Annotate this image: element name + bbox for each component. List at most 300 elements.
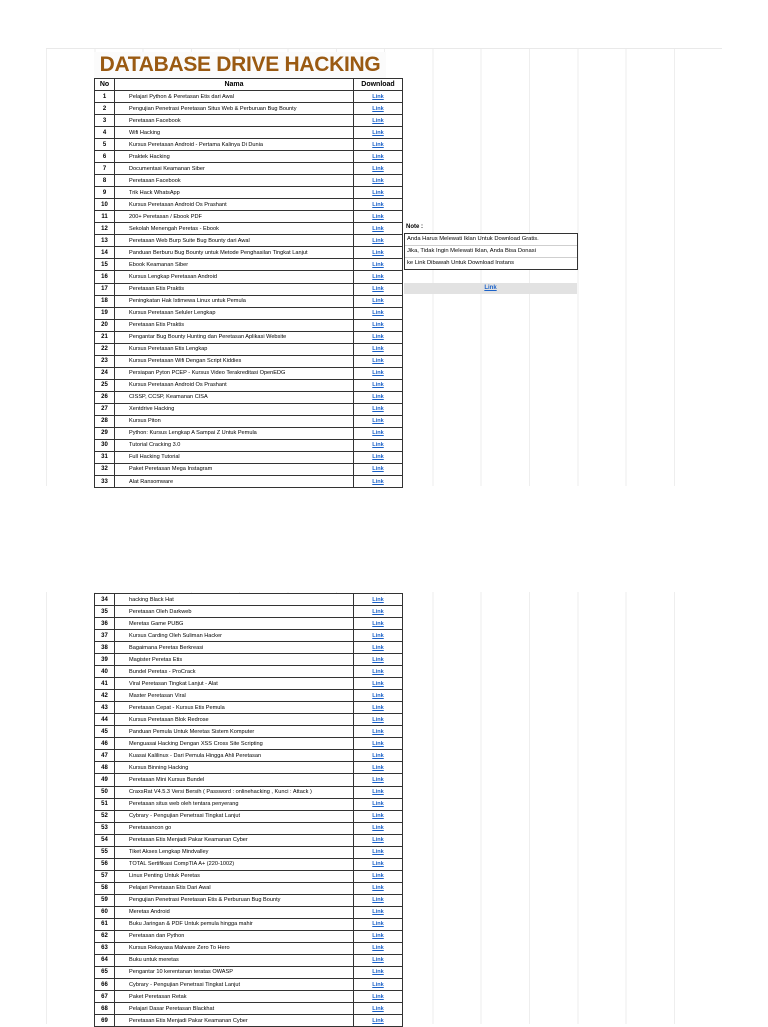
download-cell <box>354 355 403 367</box>
download-link[interactable]: Link <box>372 957 384 964</box>
download-cell <box>354 774 403 786</box>
download-cell <box>354 954 403 966</box>
download-link[interactable]: Link <box>372 981 384 988</box>
table-row <box>95 894 403 906</box>
row-number: 37 <box>95 630 115 642</box>
download-link[interactable]: Link <box>372 740 384 747</box>
table-row <box>95 199 403 211</box>
download-link[interactable]: Link <box>372 93 384 100</box>
table-row <box>95 870 403 882</box>
row-number: 5 <box>95 139 115 151</box>
download-link[interactable]: Link <box>372 177 384 184</box>
table-row <box>95 127 403 139</box>
note-line: Jika, Tidak Ingin Melewati Iklan, Anda Bisa Donasi <box>405 246 577 258</box>
row-number: 19 <box>95 307 115 319</box>
course-table-page-1 <box>94 78 403 488</box>
download-link[interactable]: Link <box>372 813 384 820</box>
course-name: Peretasan Web Burp Suite Bug Bounty dari Awal <box>115 235 354 247</box>
row-number: 33 <box>95 476 115 488</box>
course-name: Menguasai Hacking Dengan XSS Cross Site Scripting <box>115 738 354 750</box>
course-name: Kursus Peretasan Etis Lengkap <box>115 343 354 355</box>
course-name: Peretasancon go <box>115 822 354 834</box>
row-number: 23 <box>95 355 115 367</box>
download-link[interactable]: Link <box>372 249 384 256</box>
course-name: Pengantar Bug Bounty Hunting dan Peretasan Aplikasi Website <box>115 331 354 343</box>
row-number: 50 <box>95 786 115 798</box>
table-row <box>95 403 403 415</box>
row-number: 13 <box>95 235 115 247</box>
course-name: Meretas Game PUBG <box>115 618 354 630</box>
download-link[interactable]: Link <box>372 632 384 639</box>
download-link[interactable]: Link <box>372 933 384 940</box>
download-link[interactable]: Link <box>372 801 384 808</box>
download-link[interactable]: Link <box>372 394 384 401</box>
course-name: Ebook Keamanan Siber <box>115 259 354 271</box>
download-cell <box>354 894 403 906</box>
row-number: 51 <box>95 798 115 810</box>
course-name: Master Peretasan Viral <box>115 690 354 702</box>
download-link[interactable]: Link <box>372 213 384 220</box>
course-name: Pengujian Penetrasi Peretasan Situs Web & Perburuan Bug Bounty <box>115 103 354 115</box>
download-link[interactable]: Link <box>372 849 384 856</box>
course-name: Pengantar 10 kerentanan teratas OWASP <box>115 966 354 978</box>
table-row <box>95 151 403 163</box>
table-row <box>95 810 403 822</box>
row-number: 52 <box>95 810 115 822</box>
download-cell <box>354 666 403 678</box>
course-name: Kursus Rekayasa Malware Zero To Hero <box>115 942 354 954</box>
table-row <box>95 115 403 127</box>
row-number: 67 <box>95 991 115 1003</box>
course-name: Trik Hack WhatsApp <box>115 187 354 199</box>
download-link[interactable]: Link <box>372 442 384 449</box>
row-number: 2 <box>95 103 115 115</box>
table-row <box>95 798 403 810</box>
table-row <box>95 463 403 475</box>
download-cell <box>354 930 403 942</box>
course-name: Peretasan Facebook <box>115 175 354 187</box>
download-cell <box>354 702 403 714</box>
download-link[interactable]: Link <box>372 370 384 377</box>
download-link[interactable]: Link <box>372 728 384 735</box>
table-row <box>95 259 403 271</box>
download-cell <box>354 618 403 630</box>
download-cell <box>354 858 403 870</box>
row-number: 60 <box>95 906 115 918</box>
table-row <box>95 415 403 427</box>
table-row <box>95 966 403 978</box>
table-row <box>95 163 403 175</box>
course-name: Peningkatan Hak Istimewa Linux untuk Pemula <box>115 295 354 307</box>
table-row <box>95 439 403 451</box>
course-name: hacking Black Hat <box>115 594 354 606</box>
download-link[interactable]: Link <box>372 909 384 916</box>
download-link[interactable]: Link <box>372 466 384 473</box>
course-name: Tiket Akses Lengkap Mindvalley <box>115 846 354 858</box>
download-cell <box>354 463 403 475</box>
row-number: 57 <box>95 870 115 882</box>
table-row <box>95 918 403 930</box>
row-number: 16 <box>95 271 115 283</box>
row-number: 15 <box>95 259 115 271</box>
row-number: 40 <box>95 666 115 678</box>
course-name: Praktek Hacking <box>115 151 354 163</box>
row-number: 69 <box>95 1015 115 1027</box>
download-link[interactable]: Link <box>372 716 384 723</box>
download-link[interactable]: Link <box>372 201 384 208</box>
download-link[interactable]: Link <box>372 261 384 268</box>
table-row <box>95 906 403 918</box>
download-cell <box>354 786 403 798</box>
course-name: Bundel Peretas - ProCrack <box>115 666 354 678</box>
table-row <box>95 618 403 630</box>
table-row <box>95 235 403 247</box>
course-name: Pelajari Python & Peretasan Etis dari Awal <box>115 91 354 103</box>
download-cell <box>354 678 403 690</box>
download-link[interactable]: Link <box>372 346 384 353</box>
download-cell <box>354 918 403 930</box>
table-row <box>95 343 403 355</box>
download-cell <box>354 163 403 175</box>
course-name: Peretasan Oleh Darkweb <box>115 606 354 618</box>
table-row <box>95 666 403 678</box>
row-number: 35 <box>95 606 115 618</box>
row-number: 1 <box>95 91 115 103</box>
download-cell <box>354 630 403 642</box>
download-cell <box>354 606 403 618</box>
row-number: 41 <box>95 678 115 690</box>
row-number: 47 <box>95 750 115 762</box>
course-name: Panduan Berburu Bug Bounty untuk Metode Penghasilan Tingkat Lanjut <box>115 247 354 259</box>
download-link[interactable]: Link <box>372 945 384 952</box>
download-link[interactable]: Link <box>372 776 384 783</box>
download-link[interactable]: Link <box>372 322 384 329</box>
row-number: 32 <box>95 463 115 475</box>
course-name: CraxsRat V4.5.3 Versi Bersih ( Password : onlinehacking , Kunci : Attack ) <box>115 786 354 798</box>
download-link[interactable]: Link <box>372 141 384 148</box>
course-name: Pelajari Dasar Peretasan Blackhat <box>115 1003 354 1015</box>
download-cell <box>354 187 403 199</box>
download-cell <box>354 331 403 343</box>
table-row <box>95 882 403 894</box>
course-name: Linux Penting Untuk Peretas <box>115 870 354 882</box>
download-link[interactable]: Link <box>372 430 384 437</box>
course-name: TOTAL Sertifikasi CompTIA A+ (220-1002) <box>115 858 354 870</box>
table-row <box>95 295 403 307</box>
download-cell <box>354 139 403 151</box>
download-cell <box>354 846 403 858</box>
course-name: Meretas Android <box>115 906 354 918</box>
note-line: ke Link Dibawah Untuk Download Instans <box>407 260 514 266</box>
download-link[interactable]: Link <box>372 273 384 280</box>
table-row <box>95 103 403 115</box>
row-number: 29 <box>95 427 115 439</box>
download-cell <box>354 295 403 307</box>
course-name: Magister Peretas Etis <box>115 654 354 666</box>
table-row <box>95 331 403 343</box>
course-name: Pelajari Peretasan Etis Dari Awal <box>115 882 354 894</box>
row-number: 66 <box>95 979 115 991</box>
download-cell <box>354 271 403 283</box>
download-cell <box>354 810 403 822</box>
download-link[interactable]: Link <box>372 454 384 461</box>
course-name: Buku Jaringan & PDF Untuk pemula hingga mahir <box>115 918 354 930</box>
row-number: 12 <box>95 223 115 235</box>
download-cell <box>354 1003 403 1015</box>
table-row <box>95 391 403 403</box>
row-number: 42 <box>95 690 115 702</box>
table-row <box>95 942 403 954</box>
download-link[interactable]: Link <box>372 310 384 317</box>
row-number: 11 <box>95 211 115 223</box>
download-link[interactable]: Link <box>372 286 384 293</box>
download-cell <box>354 223 403 235</box>
course-table-page-2 <box>94 593 403 1027</box>
download-link[interactable]: Link <box>372 418 384 425</box>
course-name: Kursus Peretasan Android Os Prashant <box>115 199 354 211</box>
page-gap <box>46 486 722 592</box>
download-link[interactable]: Link <box>372 225 384 232</box>
row-number: 61 <box>95 918 115 930</box>
download-link[interactable]: Link <box>372 897 384 904</box>
download-link[interactable]: Link <box>372 620 384 627</box>
course-name: CISSP, CCSP, Keamanan CISA <box>115 391 354 403</box>
download-link[interactable]: Link <box>372 861 384 868</box>
download-link[interactable]: Link <box>372 382 384 389</box>
download-link[interactable]: Link <box>372 921 384 928</box>
download-cell <box>354 259 403 271</box>
row-number: 8 <box>95 175 115 187</box>
download-cell <box>354 1015 403 1027</box>
course-name: Buku untuk meretas <box>115 954 354 966</box>
download-cell <box>354 199 403 211</box>
download-link[interactable]: Link <box>372 969 384 976</box>
download-cell <box>354 714 403 726</box>
note-label: Note : <box>406 224 423 230</box>
table-row <box>95 1003 403 1015</box>
row-number: 17 <box>95 283 115 295</box>
download-link[interactable]: Link <box>372 334 384 341</box>
download-link[interactable]: Link <box>372 478 384 485</box>
course-name: Peretasan Cepat - Kursus Etis Pemula <box>115 702 354 714</box>
row-number: 28 <box>95 415 115 427</box>
table-row <box>95 654 403 666</box>
course-name: Kursus Lengkap Peretasan Android <box>115 271 354 283</box>
row-number: 31 <box>95 451 115 463</box>
download-cell <box>354 690 403 702</box>
download-cell <box>354 379 403 391</box>
download-cell <box>354 906 403 918</box>
course-name: Panduan Pemula Untuk Meretas Sistem Komputer <box>115 726 354 738</box>
donation-link[interactable]: Link <box>404 283 577 294</box>
download-link[interactable]: Link <box>372 704 384 711</box>
table-row <box>95 223 403 235</box>
download-link[interactable]: Link <box>372 105 384 112</box>
table-row <box>95 307 403 319</box>
table-row <box>95 175 403 187</box>
course-name: Peretasan dan Python <box>115 930 354 942</box>
table-row <box>95 630 403 642</box>
download-cell <box>354 594 403 606</box>
table-row <box>95 750 403 762</box>
download-link[interactable]: Link <box>372 789 384 796</box>
download-link[interactable]: Link <box>372 837 384 844</box>
course-name: Peretasan Etis Praktis <box>115 283 354 295</box>
table-row <box>95 726 403 738</box>
course-name: Kuasai Kalilinux - Dari Pemula Hingga Ahli Peretasan <box>115 750 354 762</box>
download-link[interactable]: Link <box>372 680 384 687</box>
download-cell <box>354 451 403 463</box>
table-row <box>95 822 403 834</box>
download-cell <box>354 247 403 259</box>
course-name: Kursus Peretasan Wifi Dengan Script Kiddies <box>115 355 354 367</box>
table-row <box>95 774 403 786</box>
course-name: Peretasan Facebook <box>115 115 354 127</box>
table-row <box>95 379 403 391</box>
download-link[interactable]: Link <box>372 165 384 172</box>
download-cell <box>354 427 403 439</box>
download-cell <box>354 439 403 451</box>
row-number: 54 <box>95 834 115 846</box>
table-row <box>95 271 403 283</box>
download-link[interactable]: Link <box>372 298 384 305</box>
download-link[interactable]: Link <box>372 117 384 124</box>
download-link[interactable]: Link <box>372 406 384 413</box>
row-number: 49 <box>95 774 115 786</box>
row-number: 34 <box>95 594 115 606</box>
download-cell <box>354 127 403 139</box>
download-cell <box>354 738 403 750</box>
download-cell <box>354 798 403 810</box>
download-cell <box>354 870 403 882</box>
download-cell <box>354 942 403 954</box>
download-cell <box>354 367 403 379</box>
row-number: 64 <box>95 954 115 966</box>
download-link[interactable]: Link <box>372 825 384 832</box>
row-number: 22 <box>95 343 115 355</box>
download-link[interactable]: Link <box>372 692 384 699</box>
download-cell <box>354 966 403 978</box>
download-link[interactable]: Link <box>372 596 384 603</box>
course-name: Tutorial Cracking 3.0 <box>115 439 354 451</box>
row-number: 55 <box>95 846 115 858</box>
course-name: Peretasan Etis Praktis <box>115 319 354 331</box>
download-link[interactable]: Link <box>372 656 384 663</box>
row-number: 26 <box>95 391 115 403</box>
row-number: 68 <box>95 1003 115 1015</box>
download-cell <box>354 115 403 127</box>
download-cell <box>354 415 403 427</box>
table-row <box>95 678 403 690</box>
table-row <box>95 930 403 942</box>
course-name: Cybrary - Pengujian Penetrasi Tingkat Lanjut <box>115 810 354 822</box>
download-link[interactable]: Link <box>372 608 384 615</box>
download-cell <box>354 476 403 488</box>
row-number: 18 <box>95 295 115 307</box>
table-row <box>95 858 403 870</box>
row-number: 62 <box>95 930 115 942</box>
course-name: 200+ Peretasan / Ebook PDF <box>115 211 354 223</box>
course-name: Bagaimana Peretas Berkreasi <box>115 642 354 654</box>
table-row <box>95 247 403 259</box>
course-name: Wifi Hacking <box>115 127 354 139</box>
table-row <box>95 738 403 750</box>
table-row <box>95 319 403 331</box>
download-cell <box>354 283 403 295</box>
table-body-page-1 <box>95 91 403 488</box>
table-row <box>95 1015 403 1027</box>
row-number: 27 <box>95 403 115 415</box>
download-cell <box>354 391 403 403</box>
header-nama: Nama <box>115 79 354 91</box>
download-link[interactable]: Link <box>372 752 384 759</box>
note-box <box>404 233 578 270</box>
course-name: Kursus Peretasan Android - Pertama Kalinya Di Dunia <box>115 139 354 151</box>
download-link[interactable]: Link <box>372 237 384 244</box>
course-name: Documentasi Keamanan Siber <box>115 163 354 175</box>
page-title: DATABASE DRIVE HACKING <box>94 52 386 78</box>
row-number: 24 <box>95 367 115 379</box>
table-row <box>95 702 403 714</box>
download-cell <box>354 103 403 115</box>
download-cell <box>354 235 403 247</box>
row-number: 4 <box>95 127 115 139</box>
download-link[interactable]: Link <box>372 873 384 880</box>
row-number: 7 <box>95 163 115 175</box>
download-link[interactable]: Link <box>372 764 384 771</box>
table-row <box>95 714 403 726</box>
download-link[interactable]: Link <box>372 1005 384 1012</box>
download-link[interactable]: Link <box>372 644 384 651</box>
row-number: 9 <box>95 187 115 199</box>
course-name: Kursus Peretasan Android Os Prashant <box>115 379 354 391</box>
course-name: Cybrary - Pengujian Penetrasi Tingkat Lanjut <box>115 979 354 991</box>
download-link[interactable]: Link <box>372 668 384 675</box>
course-name: Persiapan Pyton PCEP - Kursus Video Terakreditasi OpenEDG <box>115 367 354 379</box>
download-link[interactable]: Link <box>372 153 384 160</box>
course-name: Kursus Peretasan Blok Redrose <box>115 714 354 726</box>
download-link[interactable]: Link <box>372 885 384 892</box>
course-name: Alat Ransomware <box>115 476 354 488</box>
download-cell <box>354 979 403 991</box>
download-cell <box>354 91 403 103</box>
row-number: 6 <box>95 151 115 163</box>
table-row <box>95 786 403 798</box>
download-link[interactable]: Link <box>372 189 384 196</box>
row-number: 46 <box>95 738 115 750</box>
download-link[interactable]: Link <box>372 358 384 365</box>
table-row <box>95 834 403 846</box>
download-link[interactable]: Link <box>372 993 384 1000</box>
course-name: Peretasan Mini Kursus Bundel <box>115 774 354 786</box>
table-row <box>95 91 403 103</box>
download-cell <box>354 642 403 654</box>
download-link[interactable]: Link <box>372 129 384 136</box>
course-name: Python: Kursus Lengkap A Sampai Z Untuk Pemula <box>115 427 354 439</box>
table-body-page-2 <box>95 594 403 1027</box>
table-row <box>95 606 403 618</box>
row-number: 21 <box>95 331 115 343</box>
row-number: 25 <box>95 379 115 391</box>
download-cell <box>354 750 403 762</box>
course-name: Kursus Carding Oleh Suliman Hacker <box>115 630 354 642</box>
course-name: Kursus Peretasan Seluler Lengkap <box>115 307 354 319</box>
download-link[interactable]: Link <box>372 1017 384 1024</box>
row-number: 63 <box>95 942 115 954</box>
row-number: 20 <box>95 319 115 331</box>
row-number: 53 <box>95 822 115 834</box>
course-name: Peretasan situs web oleh tentara penyerang <box>115 798 354 810</box>
